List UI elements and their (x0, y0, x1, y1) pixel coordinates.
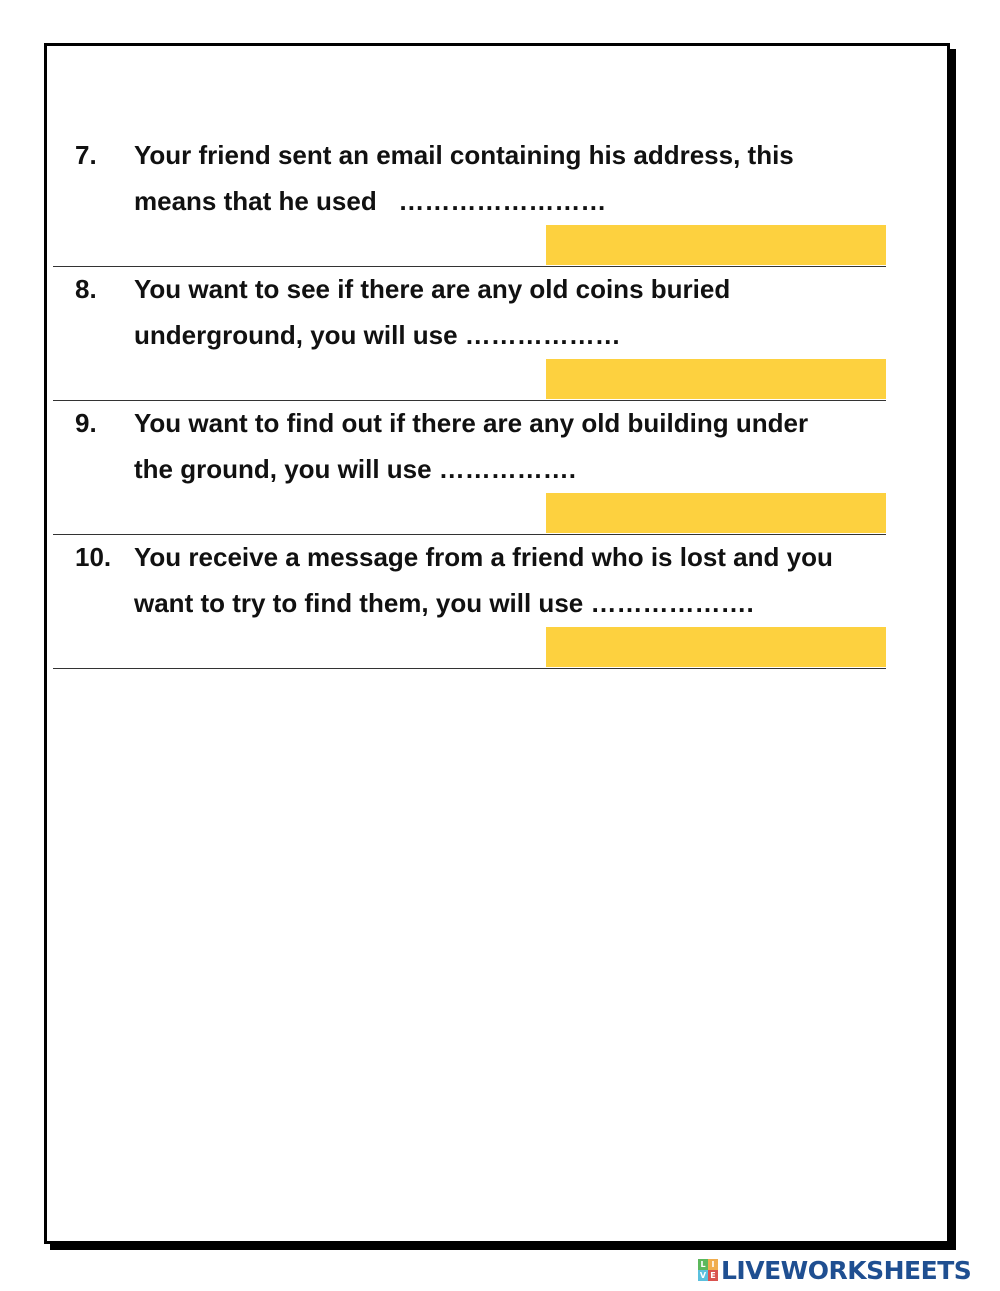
answer-box-9[interactable] (546, 493, 886, 533)
question-7 (53, 132, 886, 267)
answer-box-7[interactable] (546, 225, 886, 265)
answer-box-8[interactable] (546, 359, 886, 399)
logo-letter: I (708, 1259, 718, 1270)
liveworksheets-logo (698, 1255, 971, 1285)
question-number: 7. (75, 140, 97, 170)
logo-letter: L (698, 1259, 708, 1270)
question-text: Your friend sent an email containing his address, this means that he used …………………… (134, 140, 794, 216)
question-number: 9. (75, 408, 97, 438)
question-number: 10. (75, 542, 112, 572)
logo-letter: E (708, 1270, 718, 1281)
logo-text: LIVEWORKSHEETS (721, 1255, 972, 1285)
question-9 (53, 400, 886, 535)
question-text: You receive a message from a friend who is lost and you want to try to find them, you will use ………………. (134, 542, 833, 618)
worksheet-page (44, 43, 950, 1244)
logo-icon (698, 1259, 718, 1281)
logo-letter: V (699, 1271, 707, 1280)
answer-box-10[interactable] (546, 627, 886, 667)
question-8 (53, 266, 886, 401)
question-number: 8. (75, 274, 97, 304)
question-10 (53, 534, 886, 669)
question-text: You want to find out if there are any old building under the ground, you will use ……………. (134, 408, 809, 484)
question-text: You want to see if there are any old coins buried underground, you will use ……………… (134, 274, 731, 350)
